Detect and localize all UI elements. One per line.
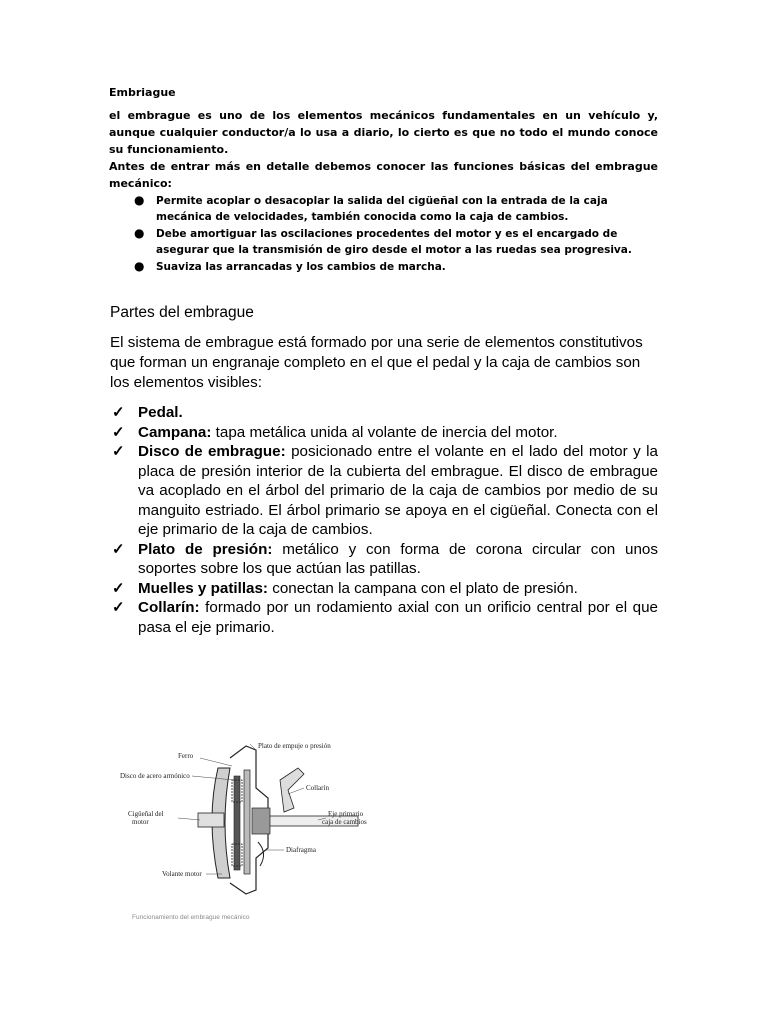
list-item-text: Suaviza las arrancadas y los cambios de marcha.	[156, 261, 446, 273]
part-term: Plato de presión:	[138, 540, 273, 558]
checkmark-icon: ✓	[112, 579, 125, 597]
bullet-icon: ●	[134, 259, 145, 273]
release-lever-shape	[280, 768, 304, 812]
part-desc: posicionado entre el volante en el lado del motor y la placa de presión interior de la cubierta del embrague. El disco de embrague va acoplado en el árbol del primario de la caja de cambios por medio de su manguito estriado. El árbol primario se apoya en el cigüeñal. Conecta con el eje primario de la caja de cambios.	[138, 443, 658, 538]
list-item-text: Debe amortiguar las oscilaciones procedentes del motor y es el encargado de asegurar que la transmisión de giro desde el motor a las ruedas sea progresiva.	[156, 228, 632, 256]
label-ferro: Ferro	[178, 752, 194, 760]
checkmark-icon: ✓	[112, 423, 125, 441]
section-title: Partes del embrague	[110, 304, 254, 321]
list-item	[109, 193, 658, 225]
label-diafragma: Diafragma	[286, 846, 316, 854]
parts-intro: El sistema de embrague está formado por una serie de elementos constitutivos que forman un engranaje completo en el que el pedal y la caja de cambios son los elementos visibles:	[110, 334, 643, 391]
label-volante: Volante motor	[162, 870, 202, 878]
part-term: Disco de embrague:	[138, 443, 286, 460]
bullet-icon: ●	[134, 226, 145, 240]
part-item-muelles	[110, 579, 658, 599]
part-desc: conectan la campana con el plato de presión.	[272, 579, 578, 597]
pressure-plate-shape	[244, 770, 250, 874]
checkmark-icon: ✓	[112, 540, 125, 558]
label-cigueñal-1: Cigüeñal del	[128, 810, 164, 818]
part-desc: metálico y con forma de corona circular con unos soportes sobre los que actúan las patillas.	[138, 540, 658, 577]
label-eje-2: caja de cambios	[322, 818, 367, 826]
list-item	[109, 259, 658, 275]
clutch-diagram-svg	[118, 728, 378, 898]
label-collarin: Collarín	[306, 784, 329, 792]
part-term: Pedal.	[138, 404, 183, 421]
checkmark-icon: ✓	[112, 443, 125, 460]
part-item-collarin	[110, 598, 658, 637]
label-plato: Plato de empuje o presión	[258, 742, 331, 750]
part-term: Campana:	[138, 423, 212, 441]
clutch-disc-shape	[234, 776, 240, 870]
part-term: Collarín:	[138, 599, 200, 616]
intro-paragraph: el embrague es uno de los elementos mecánicos fundamentales en un vehículo y, aunque cualquier conductor/a lo usa a diario, lo cierto es que no todo el mundo conoce su funcionamiento.	[109, 109, 658, 156]
hub-shape	[252, 808, 270, 834]
intro-section	[109, 84, 658, 275]
part-desc: formado por un rodamiento axial con un orificio central por el que pasa el eje primario.	[138, 599, 658, 636]
part-item-pedal	[110, 403, 658, 423]
parts-section	[110, 304, 658, 637]
part-item-disco	[110, 442, 658, 540]
functions-paragraph: Antes de entrar más en detalle debemos conocer las funciones básicas del embrague mecánico:	[109, 160, 658, 190]
list-item-text: Permite acoplar o desacoplar la salida del cigüeñal con la entrada de la caja mecánica de velocidades, también conocida como la caja de cambios.	[156, 195, 608, 223]
part-item-plato	[110, 540, 658, 579]
checkmark-icon: ✓	[112, 599, 125, 616]
list-item	[109, 226, 658, 258]
label-disco: Disco de acero armónico	[120, 772, 190, 780]
bullet-icon: ●	[134, 193, 145, 207]
part-term: Muelles y patillas:	[138, 579, 268, 597]
section-heading: Embriague	[109, 86, 176, 99]
part-desc: tapa metálica unida al volante de inercia del motor.	[215, 423, 558, 441]
clutch-diagram	[118, 728, 378, 898]
parts-list	[110, 403, 658, 637]
crankshaft-shape	[198, 813, 224, 827]
checkmark-icon: ✓	[112, 404, 125, 421]
functions-list	[109, 193, 658, 275]
figure-caption: Funcionamiento del embrague mecánico	[132, 914, 250, 921]
label-cigueñal-2: motor	[132, 818, 149, 826]
label-eje-1: Eje primario	[328, 810, 364, 818]
part-item-campana	[110, 423, 658, 443]
